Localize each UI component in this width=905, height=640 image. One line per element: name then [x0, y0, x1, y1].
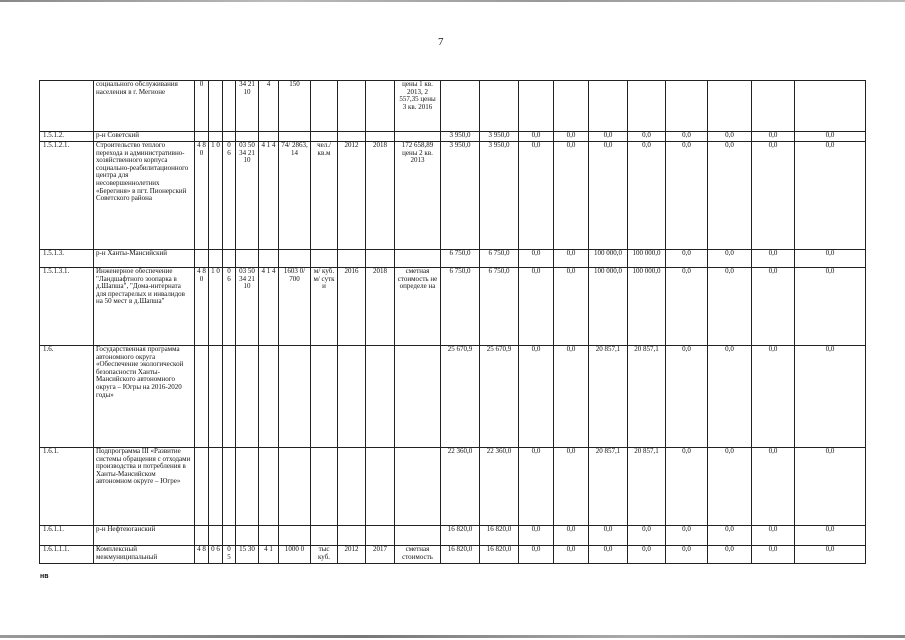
value-cell: 3 950,0 — [480, 142, 519, 250]
value-cell: 0,0 — [519, 448, 554, 526]
budget-table — [39, 80, 866, 564]
row-name-cell: р-н Ханты-Мансийский — [94, 250, 195, 268]
unit-cell: м/ куб. м/ сутк и — [311, 268, 338, 346]
value-cell: 0,0 — [589, 526, 628, 546]
end-year-cell — [366, 132, 395, 142]
value-cell: 0,0 — [554, 142, 589, 250]
value-cell: 0,0 — [666, 250, 708, 268]
value-cell: 0,0 — [795, 526, 866, 546]
start-year-cell: 2016 — [338, 268, 366, 346]
value-cell: 0,0 — [519, 546, 554, 564]
row-code-cell: 1.6. — [40, 346, 94, 448]
start-year-cell — [338, 81, 366, 132]
capacity-cell: 1000 0 — [279, 546, 311, 564]
value-cell: 3 950,0 — [441, 132, 480, 142]
value-cell: 100 000,0 — [589, 268, 628, 346]
row-name-cell: Комплексный межмуниципальный — [94, 546, 195, 564]
value-cell: 0,0 — [628, 142, 666, 250]
row-code-cell — [40, 81, 94, 132]
end-year-cell — [366, 81, 395, 132]
value-cell: 22 360,0 — [480, 448, 519, 526]
row-code-cell: 1.6.1.1.1. — [40, 546, 94, 564]
budget-code-cell — [259, 132, 279, 142]
value-cell: 100 000,0 — [628, 250, 666, 268]
budget-code-cell: 0 6 — [223, 268, 236, 346]
estimated-cost-cell: сметная стоимость — [395, 546, 441, 564]
table-row — [40, 250, 866, 268]
budget-code-cell — [195, 132, 209, 142]
value-cell: 20 857,1 — [628, 448, 666, 526]
value-cell: 0,0 — [795, 546, 866, 564]
estimated-cost-cell: цены 1 кв. 2013, 2 557,35 цены 3 кв. 2016 — [395, 81, 441, 132]
value-cell — [480, 81, 519, 132]
value-cell: 22 360,0 — [441, 448, 480, 526]
value-cell: 0,0 — [708, 268, 752, 346]
budget-code-cell — [209, 448, 223, 526]
end-year-cell — [366, 346, 395, 448]
budget-code-cell — [195, 250, 209, 268]
table-row — [40, 268, 866, 346]
value-cell — [519, 81, 554, 132]
end-year-cell: 2017 — [366, 546, 395, 564]
start-year-cell — [338, 526, 366, 546]
row-code-cell: 1.5.1.2. — [40, 132, 94, 142]
value-cell: 0,0 — [628, 546, 666, 564]
budget-code-cell — [195, 526, 209, 546]
table-row — [40, 526, 866, 546]
start-year-cell — [338, 448, 366, 526]
value-cell: 6 750,0 — [441, 268, 480, 346]
value-cell: 0,0 — [752, 250, 795, 268]
unit-cell — [311, 81, 338, 132]
estimated-cost-cell: 172 658,89 цены 2 кв. 2013 — [395, 142, 441, 250]
value-cell: 0,0 — [519, 346, 554, 448]
capacity-cell: 74/ 2863, 14 — [279, 142, 311, 250]
value-cell: 16 820,0 — [441, 526, 480, 546]
row-name-cell: социального обслуживания населения в г. Мегионе — [94, 81, 195, 132]
value-cell: 0,0 — [708, 142, 752, 250]
capacity-cell — [279, 346, 311, 448]
table-row — [40, 448, 866, 526]
budget-code-cell — [236, 346, 259, 448]
budget-code-cell: 1 0 — [209, 142, 223, 250]
value-cell: 0,0 — [628, 526, 666, 546]
budget-code-cell: 1 0 — [209, 268, 223, 346]
scan-top-edge — [0, 0, 905, 2]
page-number: 7 — [438, 36, 444, 48]
value-cell — [628, 81, 666, 132]
budget-code-cell — [236, 250, 259, 268]
value-cell: 0,0 — [666, 142, 708, 250]
budget-code-cell — [236, 526, 259, 546]
table-row — [40, 346, 866, 448]
budget-code-cell — [223, 346, 236, 448]
row-code-cell: 1.5.1.3. — [40, 250, 94, 268]
value-cell: 0,0 — [666, 546, 708, 564]
budget-code-cell — [209, 346, 223, 448]
start-year-cell — [338, 250, 366, 268]
unit-cell — [311, 132, 338, 142]
footer-mark: нв — [40, 573, 49, 580]
value-cell — [554, 81, 589, 132]
value-cell: 25 670,9 — [480, 346, 519, 448]
unit-cell — [311, 250, 338, 268]
value-cell — [666, 81, 708, 132]
value-cell: 0,0 — [795, 132, 866, 142]
budget-code-cell — [209, 526, 223, 546]
budget-code-cell: 03 50 34 21 10 — [236, 142, 259, 250]
value-cell: 25 670,9 — [441, 346, 480, 448]
value-cell: 0,0 — [666, 132, 708, 142]
budget-code-cell — [259, 346, 279, 448]
value-cell: 0,0 — [708, 132, 752, 142]
budget-code-cell — [236, 448, 259, 526]
value-cell: 20 857,1 — [589, 346, 628, 448]
budget-code-cell — [223, 250, 236, 268]
value-cell: 100 000,0 — [628, 268, 666, 346]
row-name-cell: Строительство теплого перехода и административно-хозяйственного корпуса социально-реабилитационного центра для несовершеннолетних «Берегиня» в пгт. Пионерский Советского района — [94, 142, 195, 250]
budget-code-cell: 0 5 — [223, 546, 236, 564]
row-code-cell: 1.5.1.2.1. — [40, 142, 94, 250]
capacity-cell — [279, 132, 311, 142]
end-year-cell — [366, 526, 395, 546]
value-cell: 0,0 — [519, 250, 554, 268]
budget-code-cell — [223, 81, 236, 132]
row-name-cell: Подпрограмма III «Развитие системы обращения с отходами производства и потребления в Ханты-Мансийском автономном округе – Югре» — [94, 448, 195, 526]
table-body — [40, 81, 866, 564]
end-year-cell — [366, 250, 395, 268]
value-cell: 0,0 — [752, 526, 795, 546]
row-name-cell: Инженерное обеспечение "Ландшафтного зоопарка в д.Шапша", "Дома-интерната для престарелых и инвалидов на 50 мест в д.Шапша" — [94, 268, 195, 346]
value-cell: 6 750,0 — [480, 268, 519, 346]
value-cell: 0,0 — [752, 546, 795, 564]
budget-code-cell: 03 50 34 21 10 — [236, 268, 259, 346]
value-cell: 0,0 — [752, 448, 795, 526]
value-cell: 0,0 — [554, 268, 589, 346]
value-cell: 0,0 — [666, 448, 708, 526]
estimated-cost-cell — [395, 132, 441, 142]
value-cell: 0,0 — [554, 448, 589, 526]
budget-code-cell: 0 — [195, 81, 209, 132]
budget-code-cell: 34 21 10 — [236, 81, 259, 132]
budget-code-cell: 4 — [259, 81, 279, 132]
estimated-cost-cell — [395, 448, 441, 526]
budget-code-cell: 0 6 — [209, 546, 223, 564]
value-cell: 0,0 — [589, 132, 628, 142]
table-row — [40, 142, 866, 250]
capacity-cell — [279, 448, 311, 526]
value-cell: 0,0 — [589, 142, 628, 250]
value-cell: 0,0 — [519, 526, 554, 546]
value-cell: 100 000,0 — [589, 250, 628, 268]
value-cell — [589, 81, 628, 132]
capacity-cell — [279, 526, 311, 546]
start-year-cell — [338, 132, 366, 142]
budget-code-cell: 15 30 — [236, 546, 259, 564]
unit-cell: тыс куб. — [311, 546, 338, 564]
value-cell — [708, 81, 752, 132]
value-cell: 0,0 — [554, 546, 589, 564]
row-code-cell: 1.6.1.1. — [40, 526, 94, 546]
value-cell: 0,0 — [708, 526, 752, 546]
value-cell — [795, 81, 866, 132]
table-row — [40, 81, 866, 132]
row-name-cell: р-н Советский — [94, 132, 195, 142]
value-cell: 3 950,0 — [441, 142, 480, 250]
budget-code-cell — [259, 250, 279, 268]
value-cell: 0,0 — [752, 142, 795, 250]
estimated-cost-cell — [395, 526, 441, 546]
table-row — [40, 132, 866, 142]
start-year-cell: 2012 — [338, 546, 366, 564]
value-cell — [441, 81, 480, 132]
value-cell: 0,0 — [752, 132, 795, 142]
value-cell: 0,0 — [708, 346, 752, 448]
value-cell: 0,0 — [519, 142, 554, 250]
value-cell: 0,0 — [554, 132, 589, 142]
value-cell: 16 820,0 — [480, 526, 519, 546]
budget-code-cell — [195, 346, 209, 448]
end-year-cell: 2018 — [366, 268, 395, 346]
value-cell: 0,0 — [752, 268, 795, 346]
value-cell: 0,0 — [708, 250, 752, 268]
value-cell: 20 857,1 — [628, 346, 666, 448]
budget-code-cell: 4 1 4 — [259, 268, 279, 346]
scan-bottom-edge — [0, 635, 905, 638]
value-cell: 0,0 — [666, 346, 708, 448]
budget-code-cell: 4 8 0 — [195, 142, 209, 250]
budget-code-cell — [223, 526, 236, 546]
value-cell: 0,0 — [628, 132, 666, 142]
budget-code-cell — [236, 132, 259, 142]
value-cell: 0,0 — [708, 448, 752, 526]
value-cell: 6 750,0 — [441, 250, 480, 268]
value-cell: 3 950,0 — [480, 132, 519, 142]
estimated-cost-cell: сметная стоимость не определе на — [395, 268, 441, 346]
budget-code-cell — [209, 81, 223, 132]
value-cell: 20 857,1 — [589, 448, 628, 526]
budget-code-cell: 0 6 — [223, 142, 236, 250]
unit-cell — [311, 346, 338, 448]
start-year-cell — [338, 346, 366, 448]
budget-code-cell: 4 1 — [259, 546, 279, 564]
budget-code-cell — [209, 132, 223, 142]
unit-cell: чел./ кв.м — [311, 142, 338, 250]
row-name-cell: р-н Нефтеюганский — [94, 526, 195, 546]
budget-code-cell — [259, 526, 279, 546]
row-code-cell: 1.5.1.3.1. — [40, 268, 94, 346]
end-year-cell: 2018 — [366, 142, 395, 250]
capacity-cell — [279, 250, 311, 268]
budget-code-cell — [195, 448, 209, 526]
value-cell: 0,0 — [752, 346, 795, 448]
budget-code-cell: 4 1 4 — [259, 142, 279, 250]
row-name-cell: Государственная программа автономного округа «Обеспечение экологической безопасности Ханты-Мансийского автономного округа – Югры на 2016-2020 годы» — [94, 346, 195, 448]
value-cell: 0,0 — [554, 526, 589, 546]
value-cell: 0,0 — [519, 132, 554, 142]
capacity-cell: 150 — [279, 81, 311, 132]
value-cell: 0,0 — [666, 268, 708, 346]
value-cell: 0,0 — [554, 250, 589, 268]
value-cell — [752, 81, 795, 132]
value-cell: 0,0 — [519, 268, 554, 346]
unit-cell — [311, 448, 338, 526]
value-cell: 0,0 — [795, 346, 866, 448]
table-row — [40, 546, 866, 564]
budget-code-cell — [223, 132, 236, 142]
value-cell: 0,0 — [666, 526, 708, 546]
start-year-cell: 2012 — [338, 142, 366, 250]
estimated-cost-cell — [395, 346, 441, 448]
unit-cell — [311, 526, 338, 546]
end-year-cell — [366, 448, 395, 526]
value-cell: 0,0 — [708, 546, 752, 564]
value-cell: 0,0 — [554, 346, 589, 448]
budget-code-cell — [209, 250, 223, 268]
budget-code-cell: 4 8 0 — [195, 268, 209, 346]
value-cell: 16 820,0 — [441, 546, 480, 564]
row-code-cell: 1.6.1. — [40, 448, 94, 526]
budget-code-cell — [259, 448, 279, 526]
estimated-cost-cell — [395, 250, 441, 268]
value-cell: 16 820,0 — [480, 546, 519, 564]
value-cell: 0,0 — [795, 142, 866, 250]
value-cell: 0,0 — [795, 448, 866, 526]
value-cell: 0,0 — [795, 268, 866, 346]
budget-code-cell: 4 8 — [195, 546, 209, 564]
capacity-cell: 1603 0/ 700 — [279, 268, 311, 346]
value-cell: 6 750,0 — [480, 250, 519, 268]
budget-code-cell — [223, 448, 236, 526]
value-cell: 0,0 — [589, 546, 628, 564]
value-cell: 0,0 — [795, 250, 866, 268]
